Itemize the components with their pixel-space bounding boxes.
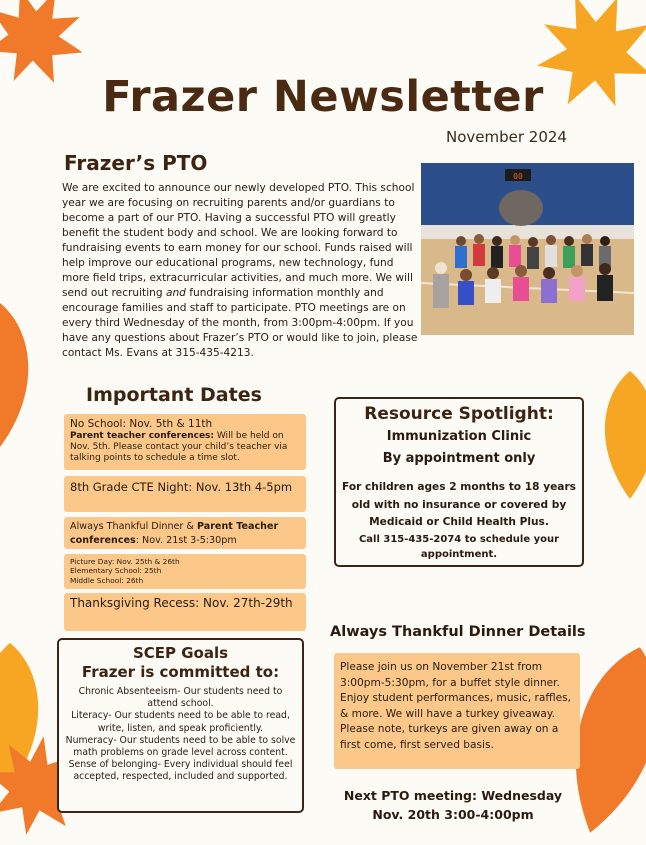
middle-school-text: Middle School: 26th	[70, 575, 144, 585]
resource-subtitle-appointment: By appointment only	[382, 451, 536, 466]
pto-heading: Frazer’s PTO	[64, 151, 208, 175]
elementary-text: Elementary School: 25th	[70, 566, 162, 576]
scep-goals-box	[57, 638, 304, 813]
thankful-bold-text: Parent Teacher conferences	[70, 521, 279, 546]
scep-goal-list	[65, 686, 296, 784]
scep-goal-item: Sense of belonging- Every individual should feel accepted, respected, included and supported.	[68, 759, 293, 783]
resource-call: Call 315-435-2074 to schedule your appointment.	[358, 533, 560, 560]
date-box-cte-night: 8th Grade CTE Night: Nov. 13th 4-5pm	[64, 476, 306, 512]
newsletter-date: November 2024	[446, 128, 567, 146]
ptc-note	[70, 431, 300, 464]
autumn-leaf-icon	[590, 365, 646, 505]
scoreboard-digits: 00	[513, 172, 523, 181]
dinner-details-box: Please join us on November 21st from 3:00pm-5:30pm, for a buffet style dinner. Enjoy student performances, music, raffles, & more. We will have a turkey giveaway. Please note, turkeys are given away on a first come, first served basis.	[334, 653, 580, 769]
next-pto-meeting-line2: Nov. 20th 3:00-4:00pm	[372, 807, 534, 822]
dinner-details-heading: Always Thankful Dinner Details	[330, 624, 586, 640]
thankful-text-a: Always Thankful Dinner &	[70, 521, 197, 532]
next-pto-meeting	[320, 786, 586, 824]
pto-body	[62, 181, 423, 361]
scep-goal-item: Literacy- Our students need to be able to read, write, listen, and speak proficiently.	[71, 710, 290, 734]
scep-subtitle: Frazer is committed to:	[81, 663, 280, 681]
scep-title: SCEP Goals	[132, 644, 229, 662]
resource-spotlight-box	[334, 397, 584, 567]
class-photo	[421, 163, 634, 335]
resource-title: Resource Spotlight:	[364, 404, 554, 424]
important-dates-heading: Important Dates	[86, 384, 262, 406]
thankful-text-b: : Nov. 21st 3-5:30pm	[135, 535, 237, 546]
scep-goal-item: Chronic Absenteeism- Our students need to attend school.	[78, 686, 283, 710]
date-box-no-school	[64, 414, 306, 470]
newsletter-title: Frazer Newsletter	[102, 72, 544, 122]
ptc-text: Will be held on Nov. 5th. Please contact your child’s teacher via talking points to schedule a time slot.	[70, 431, 288, 463]
resource-body: For children ages 2 months to 18 years old with no insurance or covered by Medicaid or Child Health Plus.	[342, 481, 576, 528]
ptc-label: Parent teacher conferences:	[70, 431, 214, 441]
date-box-picture-day	[64, 554, 306, 589]
pto-body-part-a: We are excited to announce our newly developed PTO. This school year we are focusing on recruiting parents and/or guardians to become a part of our PTO. Having a successful PTO will greatly benefit the student body and school. We are looking forward to fundraising events to earn money for our school. Funds raised will help improve our educational programs, new technology, fund more field trips, extracurricular activities, and much more. We will send out recruiting	[62, 182, 415, 299]
resource-subtitle-clinic: Immunization Clinic	[386, 429, 532, 444]
pto-body-emphasis: and	[165, 287, 186, 299]
autumn-leaf-icon	[0, 300, 45, 450]
next-pto-meeting-line1: Next PTO meeting: Wednesday	[343, 788, 563, 803]
pto-body-part-b: fundraising information monthly and encourage families and staff to participate. PTO meetings are on every third Wednesday of the month, from 3:00pm-4:00pm. If you have any questions about Frazer’s PTO or would like to join, please contact Ms. Evans at 315-435-4213.	[62, 287, 418, 359]
picture-day-text: Picture Day: Nov. 25th & 26th	[70, 557, 180, 566]
date-box-thanksgiving-recess: Thanksgiving Recess: Nov. 27th-29th	[64, 593, 306, 631]
date-box-thankful-dinner	[64, 517, 306, 549]
scep-goal-item: Numeracy- Our students need to be able to solve math problems on grade level across content.	[65, 734, 296, 759]
no-school-text: No School: Nov. 5th & 11th	[70, 418, 213, 430]
